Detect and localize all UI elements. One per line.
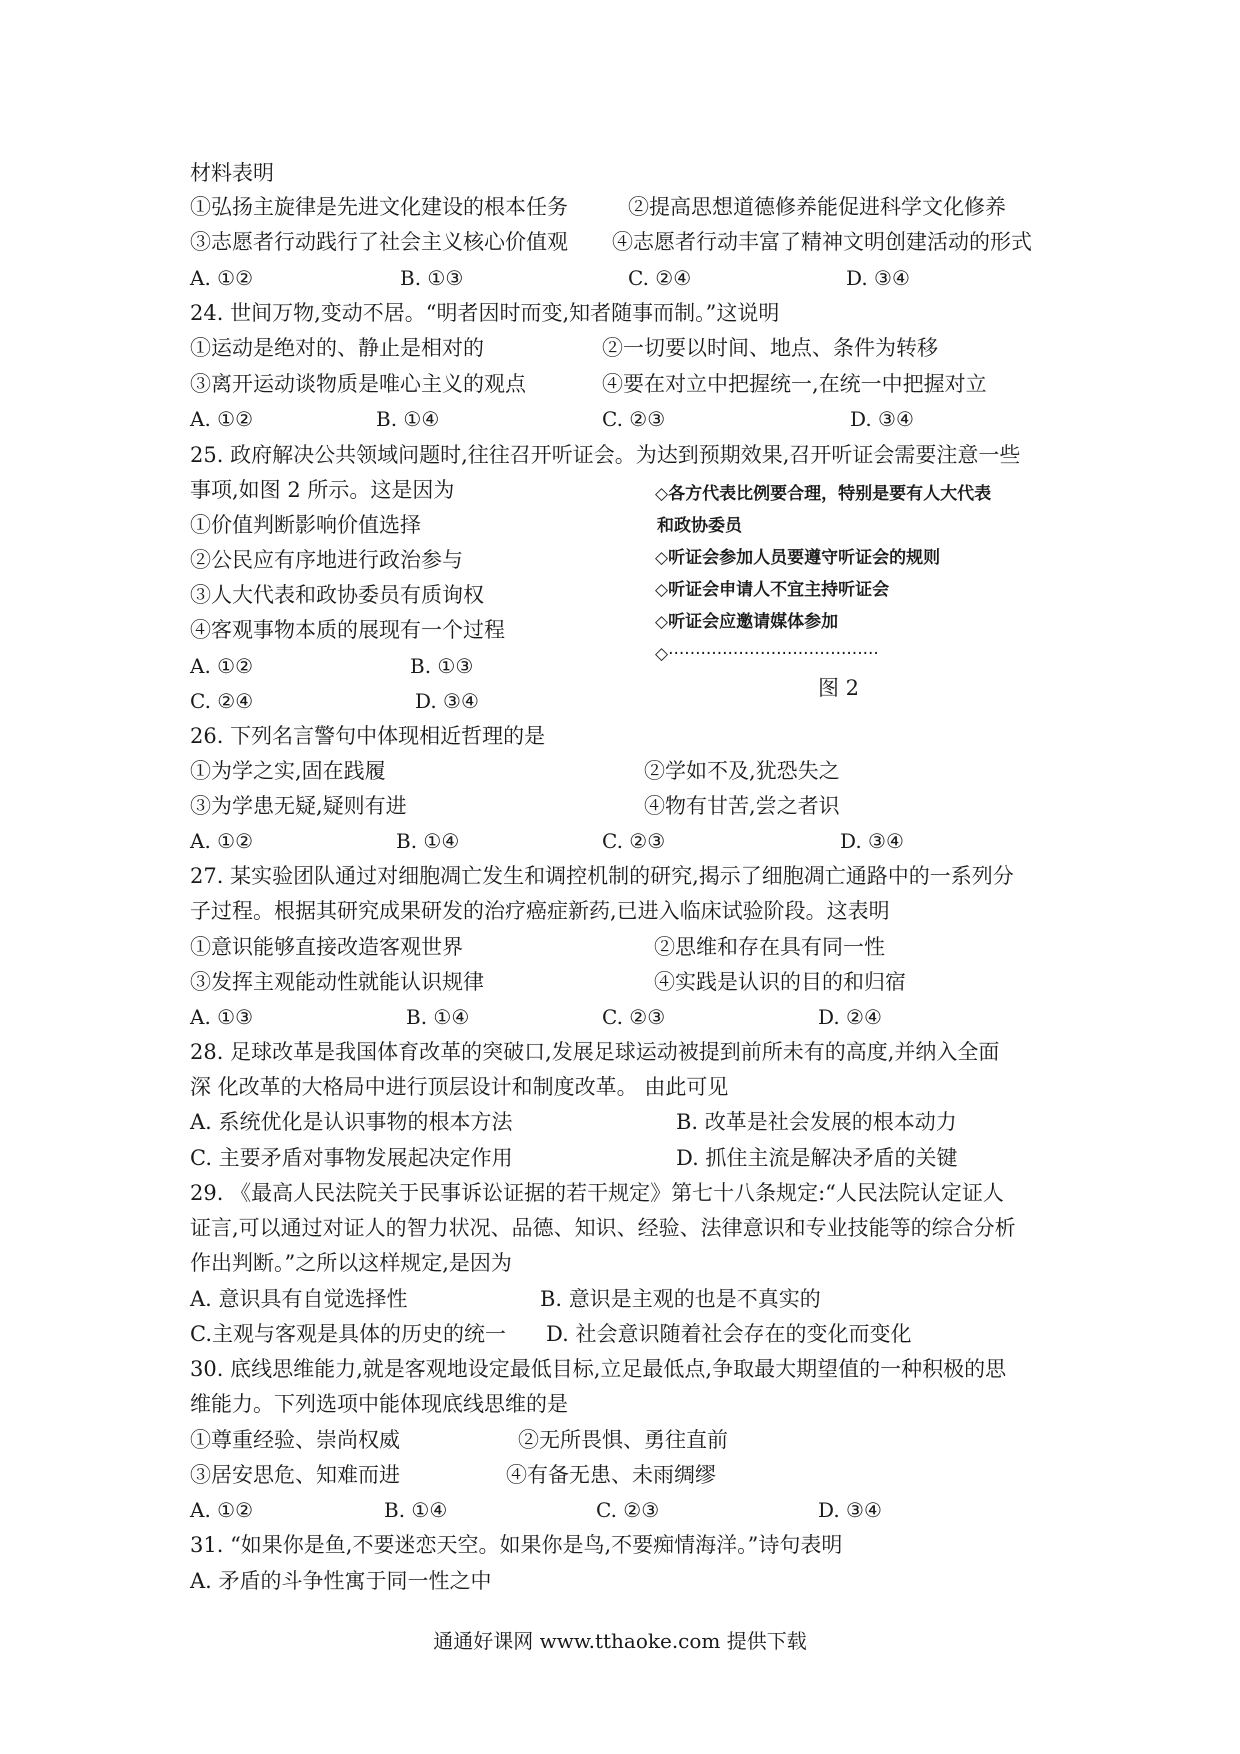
q25-option-a: A. ①② <box>190 654 254 678</box>
q28-option-a: A. 系统优化是认识事物的根本方法 <box>190 1110 513 1134</box>
page-footer: 通通好课网 www.tthaoke.com 提供下载 <box>433 1629 807 1653</box>
q29-option-a: A. 意识具有自觉选择性 <box>190 1287 408 1311</box>
q23-option-c: C. ②④ <box>628 266 692 290</box>
q26-option-b: B. ①④ <box>396 829 460 853</box>
q29-stem-line-1: 29. 《最高人民法院关于民事诉讼证据的若干规定》第七十八条规定:“人民法院认定证人 <box>190 1181 1004 1205</box>
q25-option-c: C. ②④ <box>190 689 254 713</box>
q26-option-c: C. ②③ <box>602 829 666 853</box>
q31-stem: 31. “如果你是鱼,不要迷恋天空。如果你是鸟,不要痴情海洋。”诗句表明 <box>190 1533 843 1557</box>
q29-stem-line-2: 证言,可以通过对证人的智力状况、品德、知识、经验、法律意识和专业技能等的综合分析 <box>190 1216 1016 1240</box>
q24-stem: 24. 世间万物,变动不居。“明者因时而变,知者随事而制。”这说明 <box>190 301 780 325</box>
q27-option-a: A. ①③ <box>190 1005 254 1029</box>
q24-statement-4: ④要在对立中把握统一,在统一中把握对立 <box>602 372 987 396</box>
q28-stem-line-1: 28. 足球改革是我国体育改革的突破口,发展足球运动被提到前所未有的高度,并纳入全面 <box>190 1040 1000 1064</box>
q23-option-a: A. ①② <box>190 266 254 290</box>
q27-statement-1: ①意识能够直接改造客观世界 <box>190 935 463 959</box>
q25-statement-3: ③人大代表和政协委员有质询权 <box>190 583 484 607</box>
figure-2-hearing-notes <box>655 478 1065 670</box>
q29-option-c: C.主观与客观是具体的历史的统一 <box>190 1322 506 1346</box>
q26-statement-4: ④物有甘苦,尝之者识 <box>644 794 840 818</box>
q30-statement-3: ③居安思危、知难而进 <box>190 1463 400 1487</box>
q30-statement-4: ④有备无患、未雨绸缪 <box>506 1463 716 1487</box>
q25-stem-line-2: 事项,如图 2 所示。这是因为 <box>190 478 455 502</box>
q23-option-d: D. ③④ <box>846 266 910 290</box>
q27-statement-2: ②思维和存在具有同一性 <box>654 935 885 959</box>
q24-option-c: C. ②③ <box>602 407 666 431</box>
q28-option-d: D. 抓住主流是解决矛盾的关键 <box>676 1146 958 1170</box>
q23-statement-1: ①弘扬主旋律是先进文化建设的根本任务 <box>190 195 568 219</box>
q24-statement-1: ①运动是绝对的、静止是相对的 <box>190 336 484 360</box>
q29-option-d: D. 社会意识随着社会存在的变化而变化 <box>546 1322 912 1346</box>
q29-option-b: B. 意识是主观的也是不真实的 <box>540 1287 821 1311</box>
q25-option-b: B. ①③ <box>410 654 474 678</box>
q24-option-b: B. ①④ <box>376 407 440 431</box>
q26-option-d: D. ③④ <box>840 829 904 853</box>
q25-option-d: D. ③④ <box>415 689 479 713</box>
q23-statement-4: ④志愿者行动丰富了精神文明创建活动的形式 <box>612 230 1032 254</box>
figure-2-item-1-cont: 和政协委员 <box>657 516 742 536</box>
q24-statement-3: ③离开运动谈物质是唯心主义的观点 <box>190 372 526 396</box>
q25-statement-4: ④客观事物本质的展现有一个过程 <box>190 618 505 642</box>
q28-option-b: B. 改革是社会发展的根本动力 <box>676 1110 957 1134</box>
q30-stem-line-1: 30. 底线思维能力,就是客观地设定最低目标,立足最低点,争取最大期望值的一种积极的思 <box>190 1357 1007 1381</box>
figure-2-item-4: ◇听证会应邀请媒体参加 <box>655 612 839 632</box>
q31-option-a: A. 矛盾的斗争性寓于同一性之中 <box>190 1569 492 1593</box>
q26-statement-1: ①为学之实,固在践履 <box>190 759 386 783</box>
q23-stem: 材料表明 <box>190 161 274 185</box>
q27-statement-4: ④实践是认识的目的和归宿 <box>654 970 906 994</box>
q26-statement-2: ②学如不及,犹恐失之 <box>644 759 840 783</box>
q30-statement-1: ①尊重经验、崇尚权威 <box>190 1428 400 1452</box>
q30-option-c: C. ②③ <box>596 1498 660 1522</box>
q23-statement-2: ②提高思想道德修养能促进科学文化修养 <box>628 195 1006 219</box>
q30-option-b: B. ①④ <box>384 1498 448 1522</box>
q27-stem-line-1: 27. 某实验团队通过对细胞凋亡发生和调控机制的研究,揭示了细胞凋亡通路中的一系列分 <box>190 864 1014 888</box>
q26-stem: 26. 下列名言警句中体现相近哲理的是 <box>190 724 546 748</box>
q27-stem-line-2: 子过程。根据其研究成果研发的治疗癌症新药,已进入临床试验阶段。这表明 <box>190 899 890 923</box>
figure-2-caption: 图 2 <box>818 676 860 700</box>
figure-2-item-3: ◇听证会申请人不宜主持听证会 <box>655 580 890 600</box>
q24-option-a: A. ①② <box>190 407 254 431</box>
q30-stem-line-2: 维能力。下列选项中能体现底线思维的是 <box>190 1392 568 1416</box>
q27-option-b: B. ①④ <box>406 1005 470 1029</box>
q25-statement-1: ①价值判断影响价值选择 <box>190 513 421 537</box>
q24-statement-2: ②一切要以时间、地点、条件为转移 <box>602 336 938 360</box>
q26-option-a: A. ①② <box>190 829 254 853</box>
q30-statement-2: ②无所畏惧、勇往直前 <box>518 1428 728 1452</box>
figure-2-item-1: ◇各方代表比例要合理，特别是要有人大代表 <box>655 484 992 504</box>
q23-option-b: B. ①③ <box>400 266 464 290</box>
q25-stem-line-1: 25. 政府解决公共领域问题时,往往召开听证会。为达到预期效果,召开听证会需要注意一些 <box>190 443 1021 467</box>
q28-stem-line-2: 深 化改革的大格局中进行顶层设计和制度改革。 由此可见 <box>190 1075 729 1099</box>
q25-statement-2: ②公民应有序地进行政治参与 <box>190 548 463 572</box>
q29-stem-line-3: 作出判断。”之所以这样规定,是因为 <box>190 1251 512 1275</box>
q28-option-c: C. 主要矛盾对事物发展起决定作用 <box>190 1146 513 1170</box>
q24-option-d: D. ③④ <box>850 407 914 431</box>
figure-2-item-5: ◇······································· <box>655 644 879 664</box>
figure-2-item-2: ◇听证会参加人员要遵守听证会的规则 <box>655 548 941 568</box>
q23-statement-3: ③志愿者行动践行了社会主义核心价值观 <box>190 230 568 254</box>
q30-option-d: D. ③④ <box>818 1498 882 1522</box>
q27-option-c: C. ②③ <box>602 1005 666 1029</box>
q30-option-a: A. ①② <box>190 1498 254 1522</box>
q26-statement-3: ③为学患无疑,疑则有进 <box>190 794 407 818</box>
q27-statement-3: ③发挥主观能动性就能认识规律 <box>190 970 484 994</box>
q27-option-d: D. ②④ <box>818 1005 882 1029</box>
